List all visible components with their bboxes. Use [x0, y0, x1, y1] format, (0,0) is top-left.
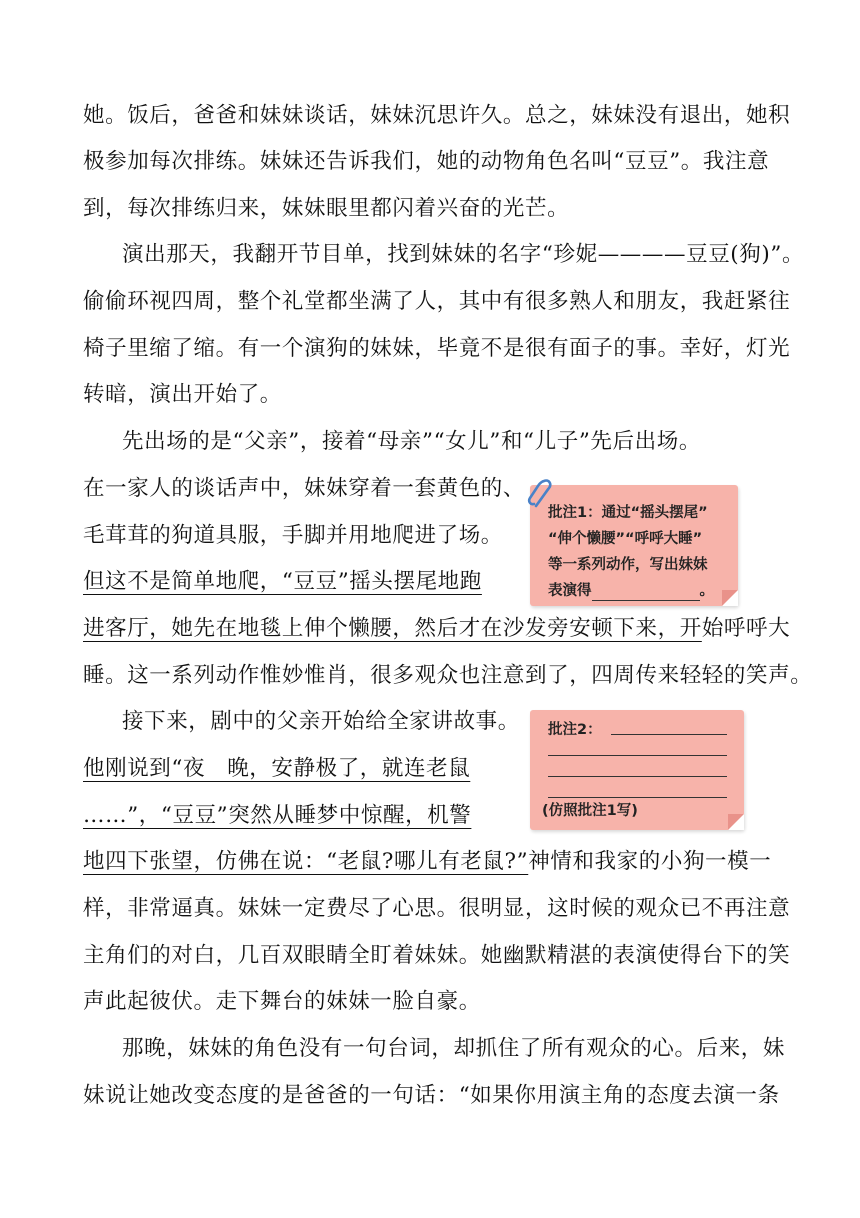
note-text: 表演得: [548, 583, 592, 599]
plain-text: 神情和我家的小狗一模一: [528, 849, 772, 874]
underlined-text: 地四下张望，仿佛在说：“老鼠?哪儿有老鼠?”: [83, 849, 529, 874]
underlined-line: 他刚说到“夜 晚，安静极了，就连老鼠: [83, 756, 471, 781]
note-text: 等一系列动作，写出妹妹: [548, 557, 708, 573]
paragraph-line: 椅子里缩了缩。有一个演狗的妹妹，毕竟不是很有面子的事。幸好，灯光: [83, 336, 791, 361]
answer-line[interactable]: [611, 734, 727, 735]
note-hint: (仿照批注1写): [542, 803, 638, 819]
answer-blank[interactable]: [592, 586, 700, 601]
paragraph-line: 主角们的对白，几百双眼睛全盯着妹妹。她幽默精湛的表演使得台下的笑: [83, 943, 791, 968]
paragraph-line: 到，每次排练归来，妹妹眼里都闪着兴奋的光芒。: [83, 196, 570, 221]
note-text: “伸个懒腰”“呼呼大睡”: [548, 531, 703, 547]
paragraph-line: 在一家人的谈话声中，妹妹穿着一套黄色的、: [83, 476, 526, 501]
underlined-text: 进客厅，她先在地毯上伸个懒腰，然后才在沙发旁安顿下来，开: [83, 616, 702, 641]
note-text: 批注1：通过“摇头摆尾”: [548, 505, 708, 521]
paperclip-icon: [527, 476, 557, 510]
paragraph-line: 那晚，妹妹的角色没有一句台词，却抓住了所有观众的心。后来，妹: [122, 1036, 786, 1061]
note-text: 。: [699, 583, 714, 599]
paragraph-line: 样，非常逼真。妹妹一定费尽了心思。很明显，这时候的观众已不再注意: [83, 896, 791, 921]
paragraph-line: 先出场的是“父亲”，接着“母亲”“女儿”和“儿子”先后出场。: [122, 429, 701, 454]
paragraph-line: 转暗，演出开始了。: [83, 382, 282, 407]
note-label: 批注2：: [548, 722, 602, 738]
paragraph-line: 接下来，剧中的父亲开始给全家讲故事。: [122, 709, 520, 734]
paragraph-line: [83, 847, 771, 877]
paragraph-line: 演出那天，我翻开节目单，找到妹妹的名字“珍妮————豆豆(狗)”。: [122, 242, 805, 267]
paragraph-line: 她。饭后，爸爸和妹妹谈话，妹妹沉思许久。总之，妹妹没有退出，她积: [83, 103, 791, 128]
paragraph-line: 毛茸茸的狗道具服，手脚并用地爬进了场。: [83, 523, 503, 548]
annotation-note-1: [530, 485, 738, 606]
answer-line[interactable]: [548, 797, 727, 798]
underlined-line: ……”，“豆豆”突然从睡梦中惊醒，机警: [83, 803, 472, 828]
paragraph-line: 极参加每次排练。妹妹还告诉我们，她的动物角色名叫“豆豆”。我注意: [83, 149, 770, 174]
note-answer-line: [548, 581, 714, 601]
page-curl: [722, 590, 738, 606]
paragraph-line: [83, 614, 790, 644]
page-curl: [728, 814, 744, 830]
answer-line[interactable]: [548, 776, 727, 777]
paragraph-line: 声此起彼伏。走下舞台的妹妹一脸自豪。: [83, 989, 481, 1014]
paragraph-line: 睡。这一系列动作惟妙惟肖，很多观众也注意到了，四周传来轻轻的笑声。: [83, 663, 813, 688]
paragraph-line: 妹说让她改变态度的是爸爸的一句话：“如果你用演主角的态度去演一条: [83, 1083, 780, 1108]
paragraph-line: 偷偷环视四周，整个礼堂都坐满了人，其中有很多熟人和朋友，我赶紧往: [83, 289, 791, 314]
annotation-note-2: [530, 710, 744, 830]
plain-text: 始呼呼大: [701, 616, 791, 641]
answer-line[interactable]: [548, 755, 727, 756]
underlined-line: 但这不是简单地爬，“豆豆”摇头摆尾地跑: [83, 569, 482, 594]
